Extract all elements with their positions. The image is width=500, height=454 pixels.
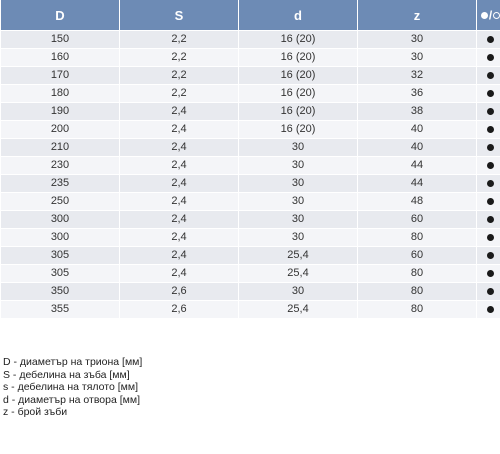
table-row <box>1 121 500 139</box>
cell-D: 305 <box>1 265 119 283</box>
cell-D: 180 <box>1 85 119 103</box>
table-row <box>1 247 500 265</box>
cell-d: 25,4 <box>239 301 357 319</box>
legend-item: S - дебелина на зъба [мм] <box>3 368 130 381</box>
header-D: D <box>1 0 119 31</box>
cell-d: 25,4 <box>239 247 357 265</box>
cell-z: 30 <box>358 31 476 49</box>
cell-D: 300 <box>1 229 119 247</box>
filled-dot-icon <box>487 162 494 169</box>
cell-d: 16 (20) <box>239 85 357 103</box>
legend-item: D - диаметър на триона [мм] <box>3 356 143 368</box>
cell-availability <box>477 283 500 301</box>
hollow-circle-icon <box>493 12 500 19</box>
cell-availability <box>477 175 500 193</box>
cell-d: 16 (20) <box>239 49 357 67</box>
cell-S: 2,4 <box>120 247 238 265</box>
table-row <box>1 283 500 301</box>
cell-S: 2,4 <box>120 157 238 175</box>
cell-D: 250 <box>1 193 119 211</box>
filled-dot-icon <box>487 108 494 115</box>
cell-z: 44 <box>358 175 476 193</box>
cell-S: 2,2 <box>120 31 238 49</box>
cell-z: 36 <box>358 85 476 103</box>
header-S: S <box>120 0 238 31</box>
filled-dot-icon <box>487 234 494 241</box>
cell-availability <box>477 67 500 85</box>
cell-z: 48 <box>358 193 476 211</box>
cell-availability <box>477 301 500 319</box>
cell-S: 2,4 <box>120 139 238 157</box>
cell-z: 60 <box>358 211 476 229</box>
filled-dot-icon <box>487 54 494 61</box>
cell-S: 2,6 <box>120 301 238 319</box>
filled-dot-icon <box>487 144 494 151</box>
table-row <box>1 301 500 319</box>
table-row <box>1 85 500 103</box>
cell-D: 190 <box>1 103 119 121</box>
filled-dot-icon <box>487 288 494 295</box>
cell-z: 40 <box>358 139 476 157</box>
cell-D: 210 <box>1 139 119 157</box>
filled-dot-icon <box>487 180 494 187</box>
cell-z: 60 <box>358 247 476 265</box>
cell-availability <box>477 121 500 139</box>
filled-dot-icon <box>481 12 488 19</box>
filled-dot-icon <box>487 270 494 277</box>
legend-item: z - брой зъби <box>3 406 68 418</box>
cell-z: 80 <box>358 265 476 283</box>
cell-availability <box>477 31 500 49</box>
cell-z: 38 <box>358 103 476 121</box>
table-row <box>1 67 500 85</box>
cell-availability <box>477 211 500 229</box>
cell-S: 2,2 <box>120 85 238 103</box>
cell-S: 2,2 <box>120 49 238 67</box>
header-z: z <box>358 0 476 31</box>
filled-dot-icon <box>487 216 494 223</box>
cell-d: 30 <box>239 193 357 211</box>
cell-z: 32 <box>358 67 476 85</box>
cell-S: 2,2 <box>120 67 238 85</box>
cell-availability <box>477 157 500 175</box>
cell-D: 355 <box>1 301 119 319</box>
filled-dot-icon <box>487 36 494 43</box>
table-row <box>1 139 500 157</box>
cell-d: 16 (20) <box>239 31 357 49</box>
cell-S: 2,4 <box>120 265 238 283</box>
cell-z: 80 <box>358 229 476 247</box>
cell-D: 230 <box>1 157 119 175</box>
table-row <box>1 31 500 49</box>
table-row <box>1 229 500 247</box>
cell-d: 30 <box>239 283 357 301</box>
legend <box>3 356 142 419</box>
cell-availability <box>477 49 500 67</box>
cell-availability <box>477 85 500 103</box>
table-header-row <box>1 0 500 31</box>
cell-D: 300 <box>1 211 119 229</box>
table-row <box>1 157 500 175</box>
cell-availability <box>477 103 500 121</box>
cell-D: 160 <box>1 49 119 67</box>
filled-dot-icon <box>487 252 494 259</box>
cell-D: 235 <box>1 175 119 193</box>
table-row <box>1 103 500 121</box>
cell-S: 2,4 <box>120 193 238 211</box>
cell-d: 16 (20) <box>239 67 357 85</box>
cell-d: 30 <box>239 211 357 229</box>
cell-d: 25,4 <box>239 265 357 283</box>
cell-d: 30 <box>239 229 357 247</box>
header-availability <box>477 0 500 31</box>
filled-dot-icon <box>487 72 494 79</box>
cell-d: 16 (20) <box>239 103 357 121</box>
cell-D: 200 <box>1 121 119 139</box>
legend-item: s - дебелина на тялото [мм] <box>3 381 138 393</box>
filled-dot-icon <box>487 306 494 313</box>
table-row <box>1 175 500 193</box>
cell-d: 30 <box>239 139 357 157</box>
cell-z: 80 <box>358 301 476 319</box>
cell-S: 2,4 <box>120 121 238 139</box>
cell-z: 44 <box>358 157 476 175</box>
cell-z: 30 <box>358 49 476 67</box>
cell-d: 30 <box>239 175 357 193</box>
cell-S: 2,6 <box>120 283 238 301</box>
cell-z: 80 <box>358 283 476 301</box>
cell-d: 30 <box>239 157 357 175</box>
cell-z: 40 <box>358 121 476 139</box>
cell-S: 2,4 <box>120 229 238 247</box>
cell-availability <box>477 265 500 283</box>
filled-dot-icon <box>487 126 494 133</box>
table-row <box>1 49 500 67</box>
table-row <box>1 211 500 229</box>
cell-S: 2,4 <box>120 211 238 229</box>
cell-D: 170 <box>1 67 119 85</box>
filled-dot-icon <box>487 90 494 97</box>
table-row <box>1 193 500 211</box>
cell-D: 350 <box>1 283 119 301</box>
cell-availability <box>477 139 500 157</box>
header-icon-separator: / <box>488 8 493 23</box>
table-row <box>1 265 500 283</box>
filled-dot-icon <box>487 198 494 205</box>
cell-d: 16 (20) <box>239 121 357 139</box>
cell-availability <box>477 229 500 247</box>
cell-D: 305 <box>1 247 119 265</box>
legend-item: d - диаметър на отвора [мм] <box>3 393 140 406</box>
cell-S: 2,4 <box>120 103 238 121</box>
cell-D: 150 <box>1 31 119 49</box>
header-d: d <box>239 0 357 31</box>
cell-availability <box>477 247 500 265</box>
cell-S: 2,4 <box>120 175 238 193</box>
cell-availability <box>477 193 500 211</box>
